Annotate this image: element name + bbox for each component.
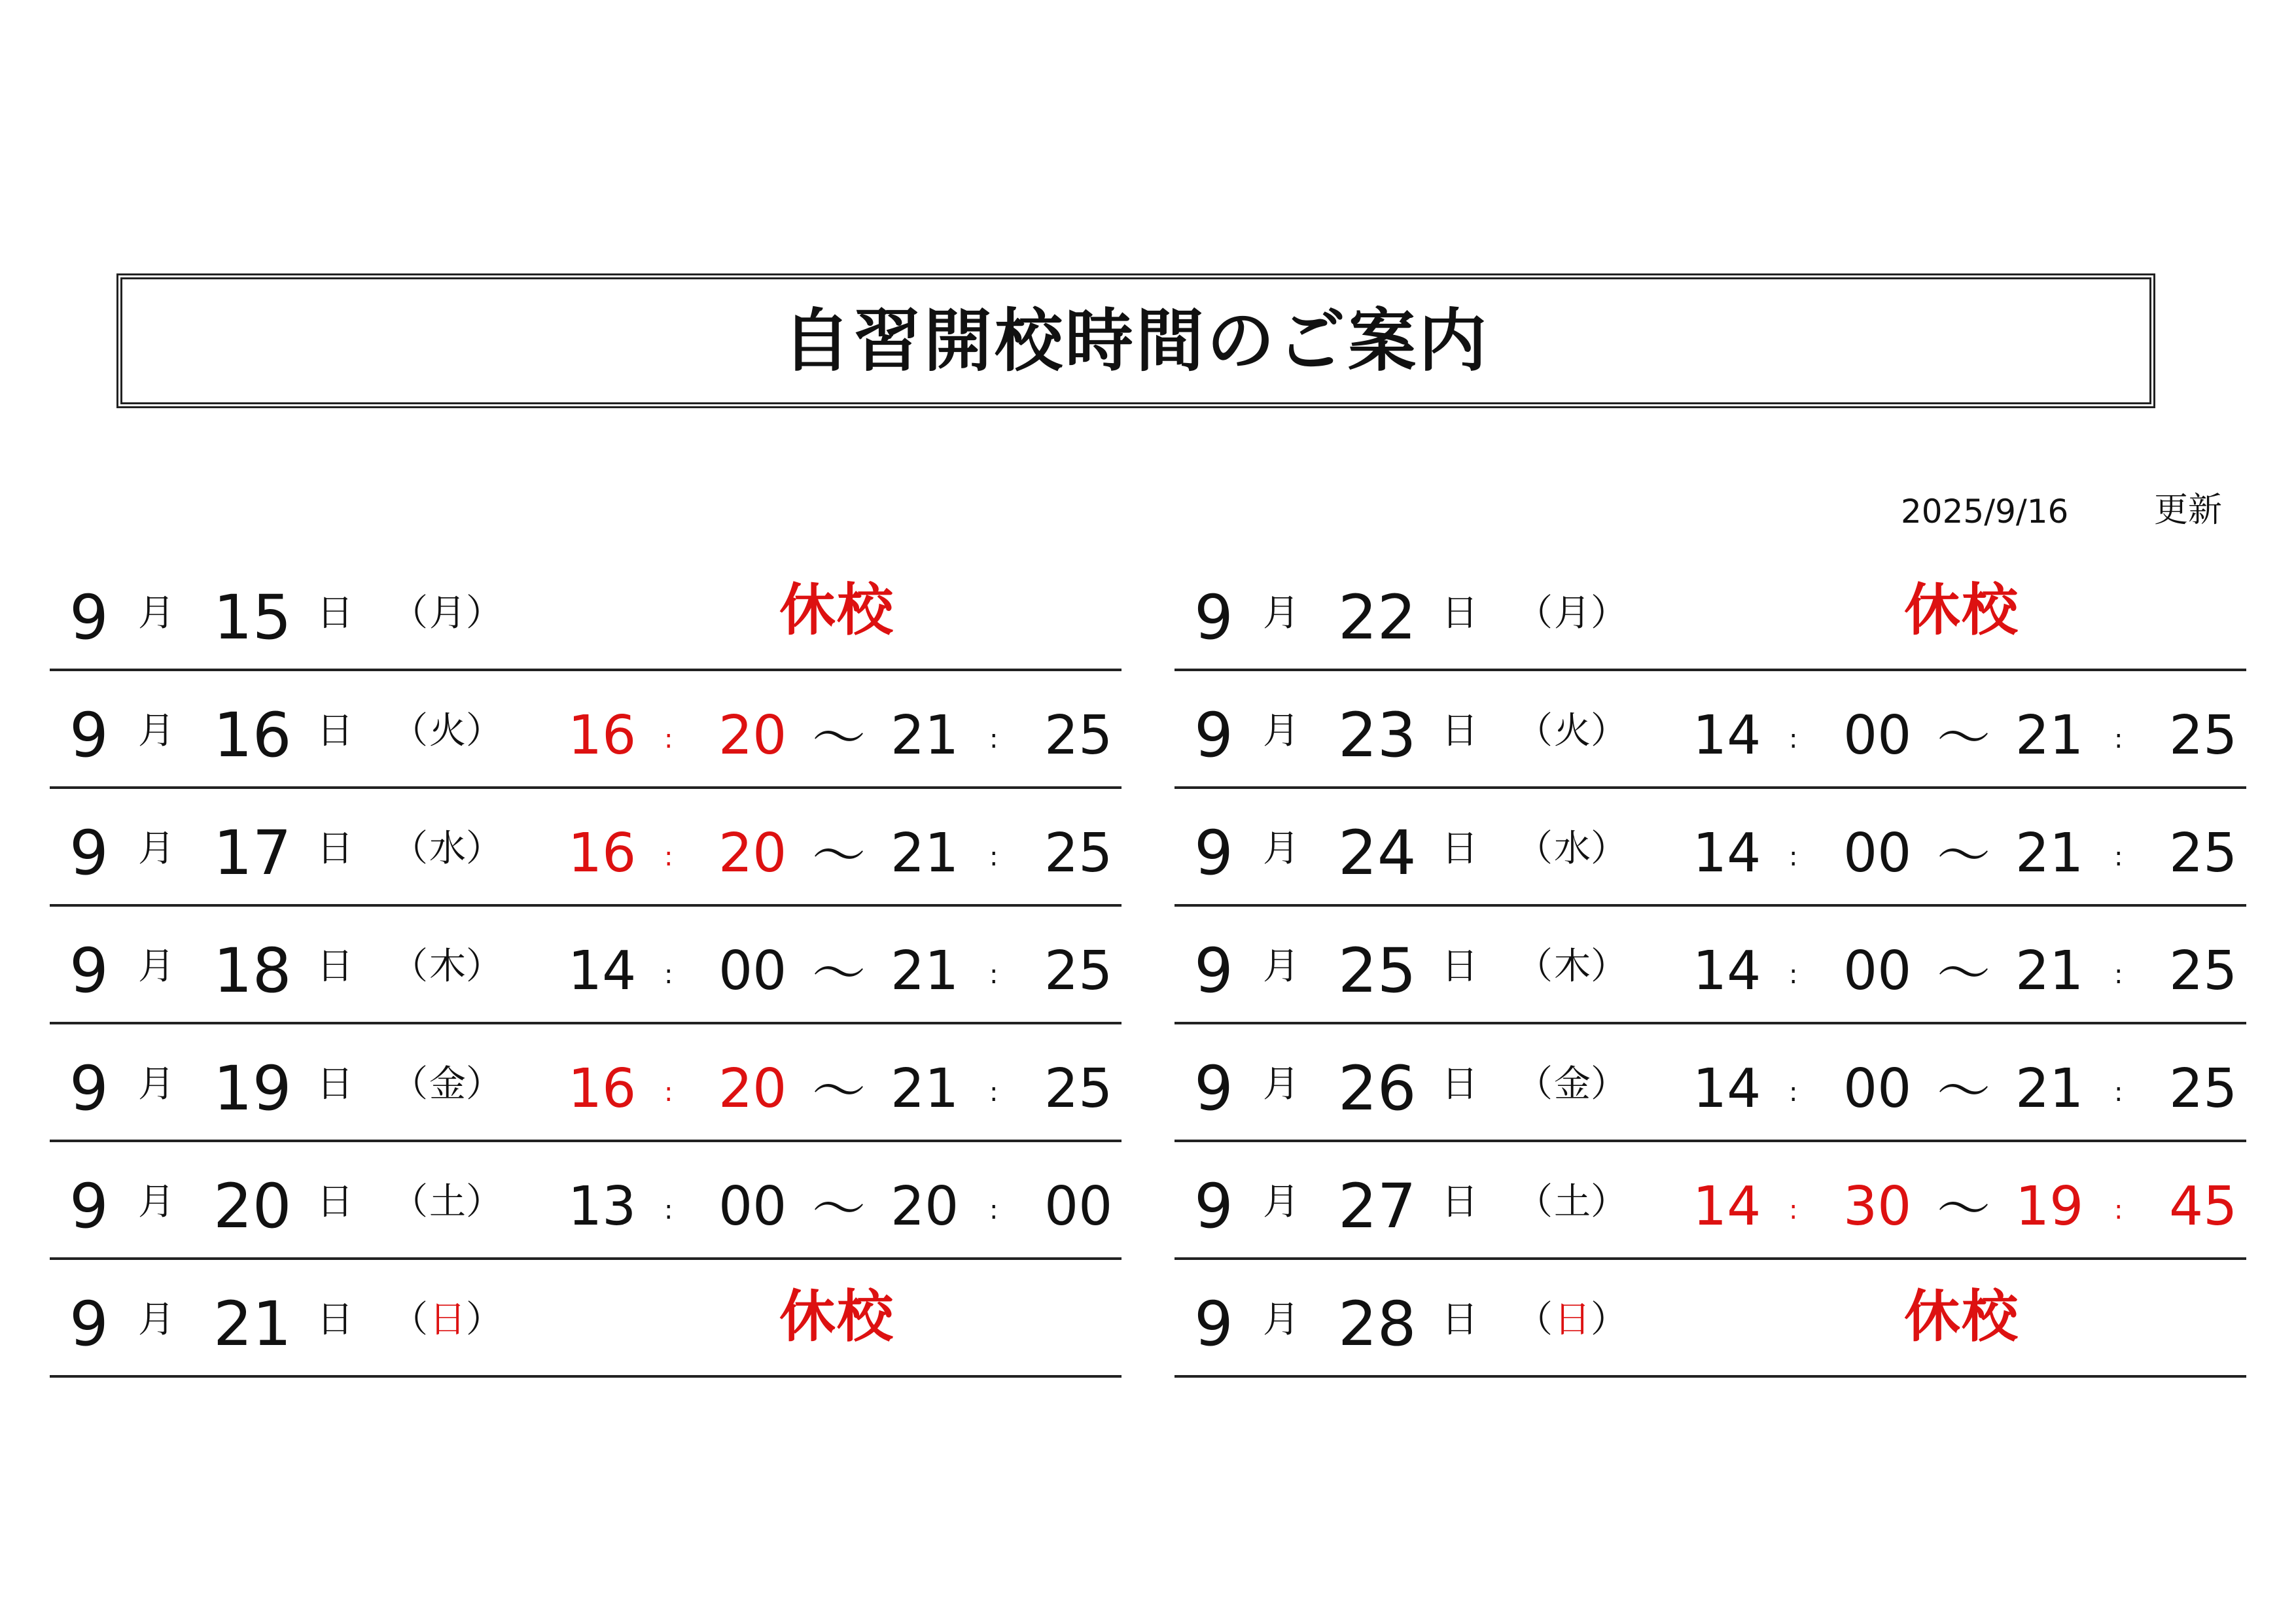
range-tilde: ～ [1937, 943, 1991, 1005]
start-minute: 00 [718, 1176, 787, 1238]
month-value: 9 [1194, 935, 1233, 1007]
weekday [391, 1181, 504, 1223]
weekday-char: 水 [1554, 828, 1591, 870]
month-value: 9 [69, 1053, 109, 1125]
weekday-char: 水 [429, 828, 466, 870]
end-colon: : [989, 1195, 998, 1225]
month-unit: 月 [1263, 1181, 1299, 1223]
end-hour: 21 [2015, 822, 2084, 884]
end-hour: 21 [891, 1058, 959, 1120]
start-hour: 16 [568, 705, 637, 767]
month-value: 9 [1194, 1171, 1233, 1242]
weekday [391, 592, 504, 635]
end-minute: 25 [2169, 705, 2238, 767]
end-minute: 25 [1044, 822, 1113, 884]
start-colon: : [1789, 724, 1798, 754]
end-hour: 21 [891, 940, 959, 1002]
range-tilde: ～ [812, 707, 866, 769]
paren-open: （ [391, 710, 429, 752]
end-colon: : [2114, 724, 2123, 754]
end-colon: : [2114, 1077, 2123, 1108]
range-tilde: ～ [1937, 825, 1991, 887]
start-colon: : [664, 724, 673, 754]
range-tilde: ～ [812, 825, 866, 887]
month-unit: 月 [1263, 1063, 1299, 1106]
weekday-char: 土 [1554, 1181, 1591, 1223]
month-unit: 月 [1263, 945, 1299, 988]
start-minute: 00 [1843, 940, 1912, 1002]
schedule-row [1174, 1024, 2246, 1142]
start-hour: 14 [1693, 822, 1761, 884]
paren-open: （ [1516, 1063, 1554, 1106]
end-hour: 21 [2015, 705, 2084, 767]
start-colon: : [664, 1077, 673, 1108]
paren-close: ） [1591, 1299, 1629, 1341]
day-unit: 日 [317, 1181, 353, 1223]
start-hour: 14 [1693, 705, 1761, 767]
day-value: 27 [1338, 1171, 1417, 1242]
start-colon: : [1789, 842, 1798, 872]
day-unit: 日 [1441, 945, 1478, 988]
day-unit: 日 [1441, 1299, 1478, 1341]
month-value: 9 [69, 700, 109, 771]
range-tilde: ～ [812, 1178, 866, 1240]
month-unit: 月 [138, 828, 175, 870]
end-colon: : [989, 960, 998, 990]
end-minute: 25 [2169, 822, 2238, 884]
weekday-char: 木 [429, 945, 466, 988]
start-hour: 16 [568, 822, 637, 884]
weekday [1516, 1063, 1629, 1106]
paren-open: （ [391, 592, 429, 635]
start-colon: : [1789, 960, 1798, 990]
day-unit: 日 [317, 1299, 353, 1341]
end-minute: 45 [2169, 1176, 2238, 1238]
end-colon: : [989, 1077, 998, 1108]
day-unit: 日 [317, 710, 353, 752]
paren-close: ） [466, 1181, 504, 1223]
start-minute: 00 [1843, 1058, 1912, 1120]
start-colon: : [664, 1195, 673, 1225]
range-tilde: ～ [812, 1060, 866, 1123]
weekday [1516, 710, 1629, 752]
month-unit: 月 [1263, 710, 1299, 752]
month-unit: 月 [138, 945, 175, 988]
schedule-row [1174, 1260, 2246, 1378]
paren-close: ） [1591, 945, 1629, 988]
day-unit: 日 [317, 1063, 353, 1106]
paren-close: ） [1591, 710, 1629, 752]
paren-open: （ [1516, 1181, 1554, 1223]
weekday [1516, 828, 1629, 870]
weekday [391, 945, 504, 988]
paren-close: ） [1591, 1181, 1629, 1223]
paren-close: ） [466, 828, 504, 870]
weekday [391, 828, 504, 870]
closed-label: 休校 [1904, 1284, 2019, 1350]
end-minute: 25 [1044, 1058, 1113, 1120]
range-tilde: ～ [1937, 1178, 1991, 1240]
day-value: 20 [213, 1171, 292, 1242]
paren-close: ） [466, 945, 504, 988]
start-hour: 14 [1693, 940, 1761, 1002]
start-hour: 13 [568, 1176, 637, 1238]
paren-open: （ [1516, 828, 1554, 870]
start-hour: 14 [1693, 1058, 1761, 1120]
day-unit: 日 [1441, 828, 1478, 870]
end-hour: 21 [2015, 940, 2084, 1002]
weekday-char: 火 [1554, 710, 1591, 752]
day-value: 15 [213, 582, 292, 654]
schedule-row [50, 789, 1122, 907]
start-hour: 14 [1693, 1176, 1761, 1238]
month-value: 9 [1194, 818, 1233, 889]
day-unit: 日 [1441, 592, 1478, 635]
schedule-row [1174, 1142, 2246, 1260]
weekday [391, 710, 504, 752]
start-colon: : [1789, 1077, 1798, 1108]
paren-open: （ [391, 1299, 429, 1341]
schedule-row [1174, 553, 2246, 671]
month-unit: 月 [1263, 1299, 1299, 1341]
paren-close: ） [1591, 1063, 1629, 1106]
weekday [391, 1299, 504, 1341]
day-unit: 日 [1441, 710, 1478, 752]
month-value: 9 [69, 1171, 109, 1242]
end-minute: 25 [2169, 940, 2238, 1002]
weekday-char: 月 [429, 592, 466, 635]
day-unit: 日 [317, 945, 353, 988]
paren-open: （ [1516, 1299, 1554, 1341]
weekday-char: 金 [1554, 1063, 1591, 1106]
weekday [1516, 945, 1629, 988]
day-value: 16 [213, 700, 292, 771]
closed-label: 休校 [779, 1284, 894, 1350]
day-value: 23 [1338, 700, 1417, 771]
weekday-char: 木 [1554, 945, 1591, 988]
start-minute: 00 [718, 940, 787, 1002]
month-value: 9 [69, 935, 109, 1007]
schedule-row [1174, 789, 2246, 907]
month-value: 9 [1194, 1289, 1233, 1360]
month-unit: 月 [138, 1181, 175, 1223]
updated-label: 更新 [2154, 491, 2223, 530]
end-colon: : [2114, 842, 2123, 872]
month-value: 9 [69, 818, 109, 889]
schedule-right-column [1174, 553, 2246, 1378]
start-minute: 00 [1843, 705, 1912, 767]
day-value: 18 [213, 935, 292, 1007]
day-value: 24 [1338, 818, 1417, 889]
end-hour: 21 [891, 705, 959, 767]
start-colon: : [664, 960, 673, 990]
start-minute: 30 [1843, 1176, 1912, 1238]
end-colon: : [2114, 960, 2123, 990]
schedule-row [1174, 907, 2246, 1024]
day-unit: 日 [1441, 1181, 1478, 1223]
paren-close: ） [466, 1299, 504, 1341]
month-unit: 月 [138, 710, 175, 752]
schedule-left-column [50, 553, 1122, 1378]
start-hour: 14 [568, 940, 637, 1002]
closed-label: 休校 [1904, 578, 2019, 643]
month-value: 9 [69, 1289, 109, 1360]
end-colon: : [989, 842, 998, 872]
end-minute: 25 [1044, 940, 1113, 1002]
schedule-row [50, 1024, 1122, 1142]
weekday [391, 1063, 504, 1106]
month-unit: 月 [1263, 592, 1299, 635]
day-value: 17 [213, 818, 292, 889]
paren-open: （ [391, 1063, 429, 1106]
end-colon: : [2114, 1195, 2123, 1225]
day-unit: 日 [317, 828, 353, 870]
range-tilde: ～ [1937, 707, 1991, 769]
end-minute: 25 [2169, 1058, 2238, 1120]
paren-close: ） [466, 592, 504, 635]
schedule-row [50, 907, 1122, 1024]
day-value: 21 [213, 1289, 292, 1360]
end-minute: 00 [1044, 1176, 1113, 1238]
month-value: 9 [1194, 1053, 1233, 1125]
paren-open: （ [1516, 592, 1554, 635]
month-value: 9 [1194, 700, 1233, 771]
range-tilde: ～ [812, 943, 866, 1005]
schedule-row [50, 1142, 1122, 1260]
day-value: 28 [1338, 1289, 1417, 1360]
schedule-row [50, 671, 1122, 789]
paren-close: ） [1591, 592, 1629, 635]
end-hour: 19 [2015, 1176, 2084, 1238]
day-unit: 日 [317, 592, 353, 635]
month-unit: 月 [1263, 828, 1299, 870]
start-minute: 20 [718, 705, 787, 767]
month-value: 9 [1194, 582, 1233, 654]
paren-open: （ [391, 945, 429, 988]
range-tilde: ～ [1937, 1060, 1991, 1123]
schedule-row [50, 1260, 1122, 1378]
weekday [1516, 1299, 1629, 1341]
day-value: 22 [1338, 582, 1417, 654]
page-title: 自習開校時間のご案内 [782, 301, 1489, 381]
end-hour: 21 [2015, 1058, 2084, 1120]
day-value: 26 [1338, 1053, 1417, 1125]
paren-open: （ [1516, 945, 1554, 988]
weekday-char: 日 [1554, 1299, 1591, 1341]
start-hour: 16 [568, 1058, 637, 1120]
start-colon: : [1789, 1195, 1798, 1225]
paren-open: （ [391, 1181, 429, 1223]
paren-close: ） [466, 710, 504, 752]
weekday-char: 土 [429, 1181, 466, 1223]
end-hour: 21 [891, 822, 959, 884]
weekday-char: 火 [429, 710, 466, 752]
end-minute: 25 [1044, 705, 1113, 767]
paren-open: （ [1516, 710, 1554, 752]
title-box [116, 273, 2155, 408]
end-hour: 20 [891, 1176, 959, 1238]
month-unit: 月 [138, 1299, 175, 1341]
day-unit: 日 [1441, 1063, 1478, 1106]
closed-label: 休校 [779, 578, 894, 643]
start-colon: : [664, 842, 673, 872]
start-minute: 00 [1843, 822, 1912, 884]
month-value: 9 [69, 582, 109, 654]
start-minute: 20 [718, 1058, 787, 1120]
weekday-char: 日 [429, 1299, 466, 1341]
day-value: 25 [1338, 935, 1417, 1007]
month-unit: 月 [138, 592, 175, 635]
paren-close: ） [466, 1063, 504, 1106]
end-colon: : [989, 724, 998, 754]
paren-close: ） [1591, 828, 1629, 870]
start-minute: 20 [718, 822, 787, 884]
updated-date: 2025/9/16 [1901, 493, 2069, 531]
paren-open: （ [391, 828, 429, 870]
weekday-char: 金 [429, 1063, 466, 1106]
weekday [1516, 592, 1629, 635]
schedule-row [1174, 671, 2246, 789]
weekday-char: 月 [1554, 592, 1591, 635]
day-value: 19 [213, 1053, 292, 1125]
weekday [1516, 1181, 1629, 1223]
month-unit: 月 [138, 1063, 175, 1106]
schedule-row [50, 553, 1122, 671]
